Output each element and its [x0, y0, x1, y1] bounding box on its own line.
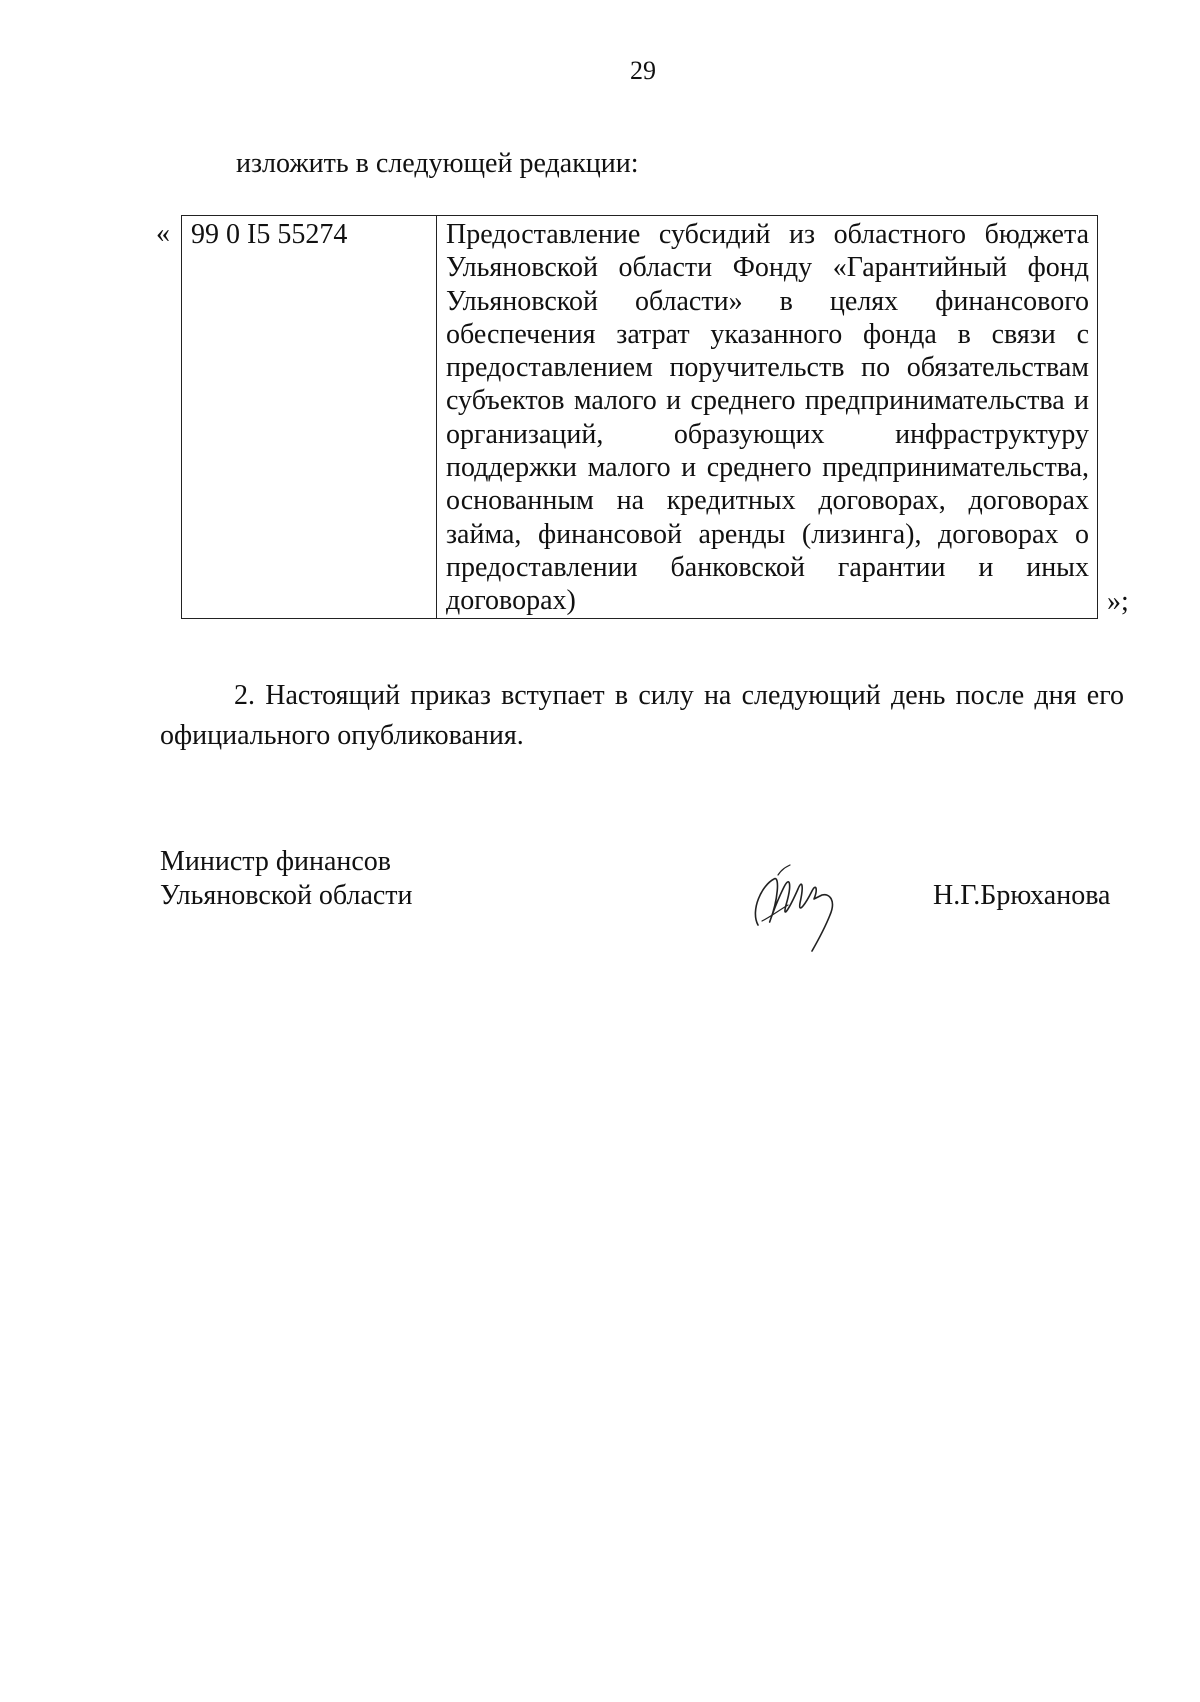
description-cell: Предоставление субсидий из областного бюджета Ульяновской области Фонду «Гарантийный фонд Ульяновской области» в целях финансового обеспечения затрат указанного фонда в связи с предоставлением поручительств по обязательствам субъектов малого и среднего предпринимательства и организаций, образующих инфраструктуру поддержки малого и среднего предпринимательства, основанным на кредитных договорах, договорах займа, финансовой аренды (лизинга), договорах о предоставлении банковской гарантии и иных договорах) — [437, 216, 1098, 619]
handwritten-signature — [740, 855, 850, 965]
budget-code-cell: 99 0 I5 55274 — [182, 216, 437, 619]
opening-quote: « — [156, 218, 170, 249]
amendment-table — [181, 215, 1098, 619]
closing-quote: »; — [1107, 586, 1129, 617]
signatory-title-line2: Ульяновской области — [160, 880, 413, 911]
intro-text: изложить в следующей редакции: — [236, 148, 639, 179]
signatory-title-line1: Министр финансов — [160, 846, 392, 877]
page-number: 29 — [630, 56, 656, 85]
signatory-title — [160, 845, 413, 913]
table-row — [182, 216, 1098, 619]
signatory-name: Н.Г.Брюханова — [933, 880, 1111, 911]
effective-date-paragraph: 2. Настоящий приказ вступает в силу на следующий день после дня его официального опубликования. — [160, 680, 1124, 751]
